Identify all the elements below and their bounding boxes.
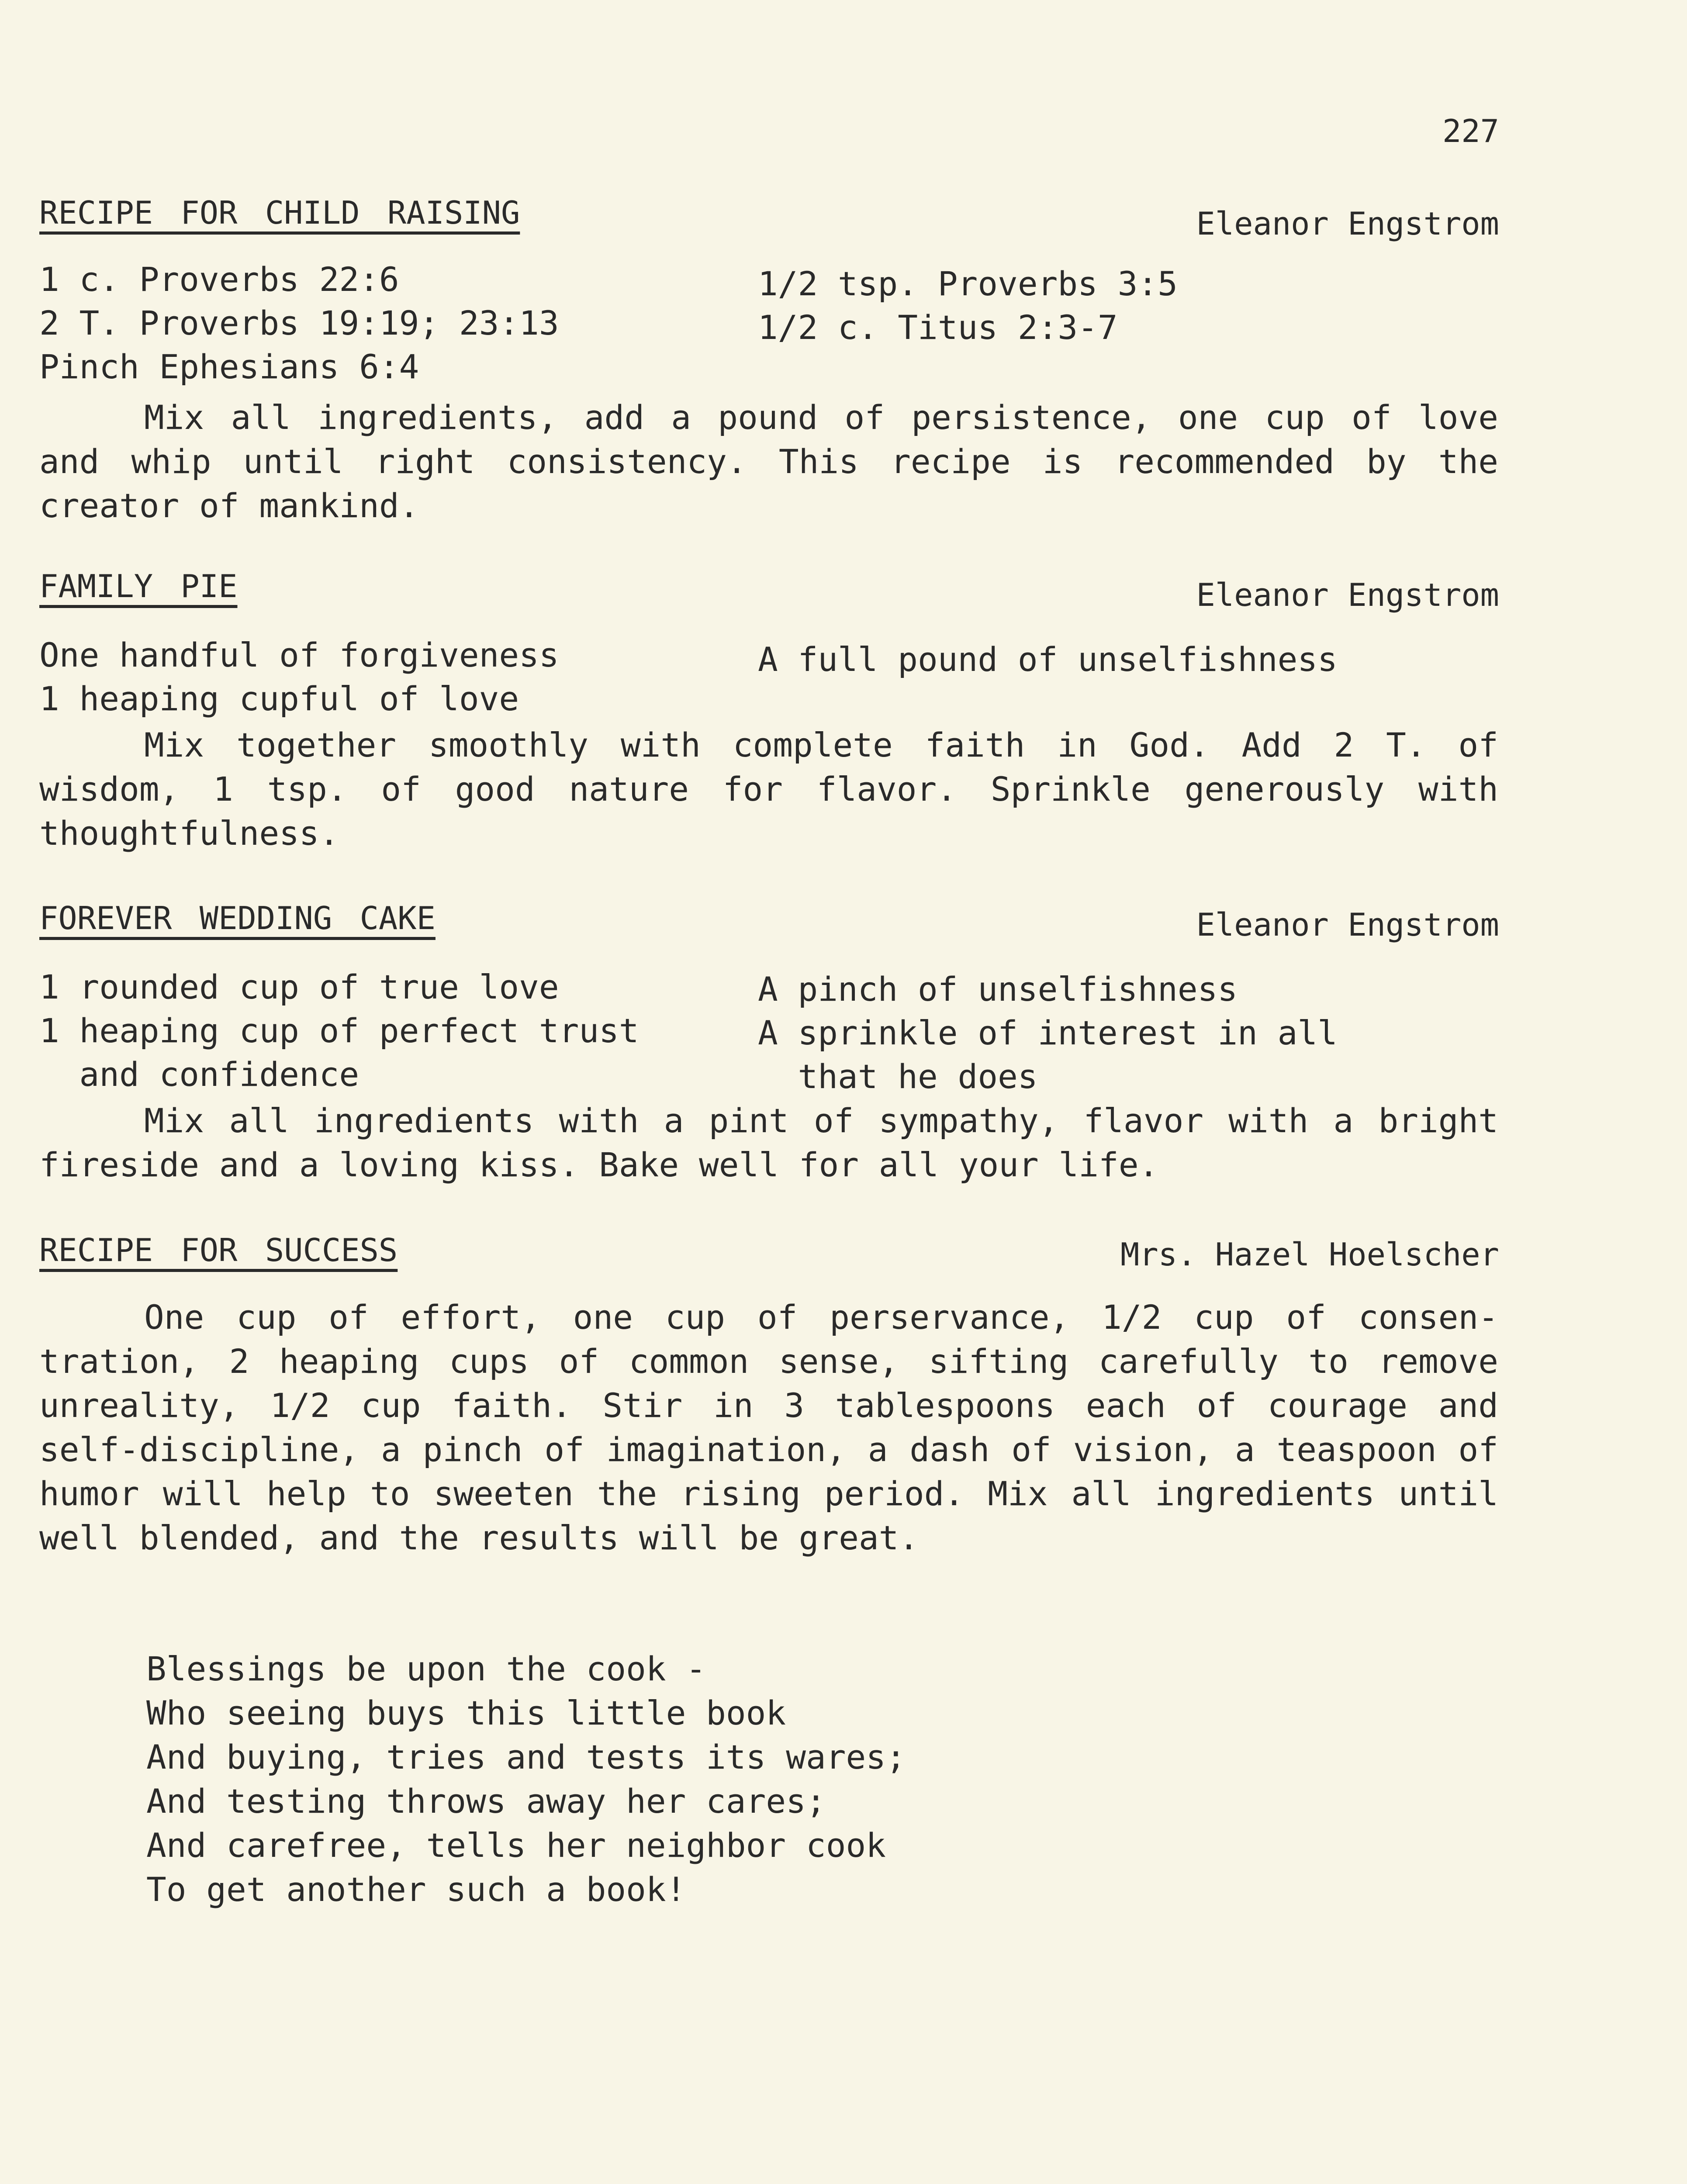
ingredient: 1 rounded cup of true love [39,968,559,1006]
poem-line: Blessings be upon the cook - [146,1649,706,1688]
ingredient: and confidence [39,1055,360,1094]
recipe-title: RECIPE FOR SUCCESS [39,1232,398,1268]
ingredient: 1 heaping cupful of love [39,679,519,718]
closing-poem [146,1647,906,1911]
recipe-directions: Mix all ingredients, add a pound of persistence, one cup of love and whip until right consistency. This recipe is recommended by the creator of mankind. [39,398,1498,525]
ingredient: A full pound of unselfishness [758,640,1338,679]
ingredient: Pinch Ephesians 6:4 [39,347,419,386]
ingredient: 1 heaping cup of perfect trust [39,1011,639,1050]
page-number: 227 [1442,113,1499,149]
ingredient: A sprinkle of interest in all [758,1013,1338,1052]
ingredient: 2 T. Proverbs 19:19; 23:13 [39,304,559,342]
recipe-directions: Mix together smoothly with complete faith in God. Add 2 T. of wisdom, 1 tsp. of good nature for flavor. Sprinkle generously with thoughtfulness. [39,726,1498,853]
recipe-author: Eleanor Engstrom [1196,577,1499,613]
recipe-directions: One cup of effort, one cup of perservance, 1/2 cup of consen-tration, 2 heaping cups of common sense, sifting carefully to remove unreality, 1/2 cup faith. Stir in 3 tablespoons each of courage and self-discipline, a pinch of imagination, a dash of vision, a teaspoon of humor will help to sweeten the rising period. Mix all ingredients until well blended, and the results will be great. [39,1298,1498,1557]
recipe-title: RECIPE FOR CHILD RAISING [39,194,520,231]
recipe-directions: Mix all ingredients with a pint of sympathy, flavor with a bright fireside and a loving kiss. Bake well for all your life. [39,1101,1498,1184]
ingredient: 1/2 c. Titus 2:3-7 [758,308,1118,347]
ingredient: 1/2 tsp. Proverbs 3:5 [758,264,1178,303]
poem-line: And buying, tries and tests its wares; [146,1738,906,1776]
recipe-title: FOREVER WEDDING CAKE [39,900,436,936]
ingredient: that he does [758,1057,1038,1096]
ingredient: One handful of forgiveness [39,636,559,674]
recipe-author: Eleanor Engstrom [1196,205,1499,242]
ingredient: 1 c. Proverbs 22:6 [39,260,399,299]
ingredient: A pinch of unselfishness [758,970,1238,1009]
poem-line: To get another such a book! [146,1870,686,1909]
poem-line: Who seeing buys this little book [146,1693,786,1732]
poem-line: And testing throws away her cares; [146,1782,826,1821]
recipe-author: Mrs. Hazel Hoelscher [1120,1236,1499,1273]
recipe-author: Eleanor Engstrom [1196,906,1499,943]
recipe-title: FAMILY PIE [39,568,238,605]
poem-line: And carefree, tells her neighbor cook [146,1826,886,1865]
